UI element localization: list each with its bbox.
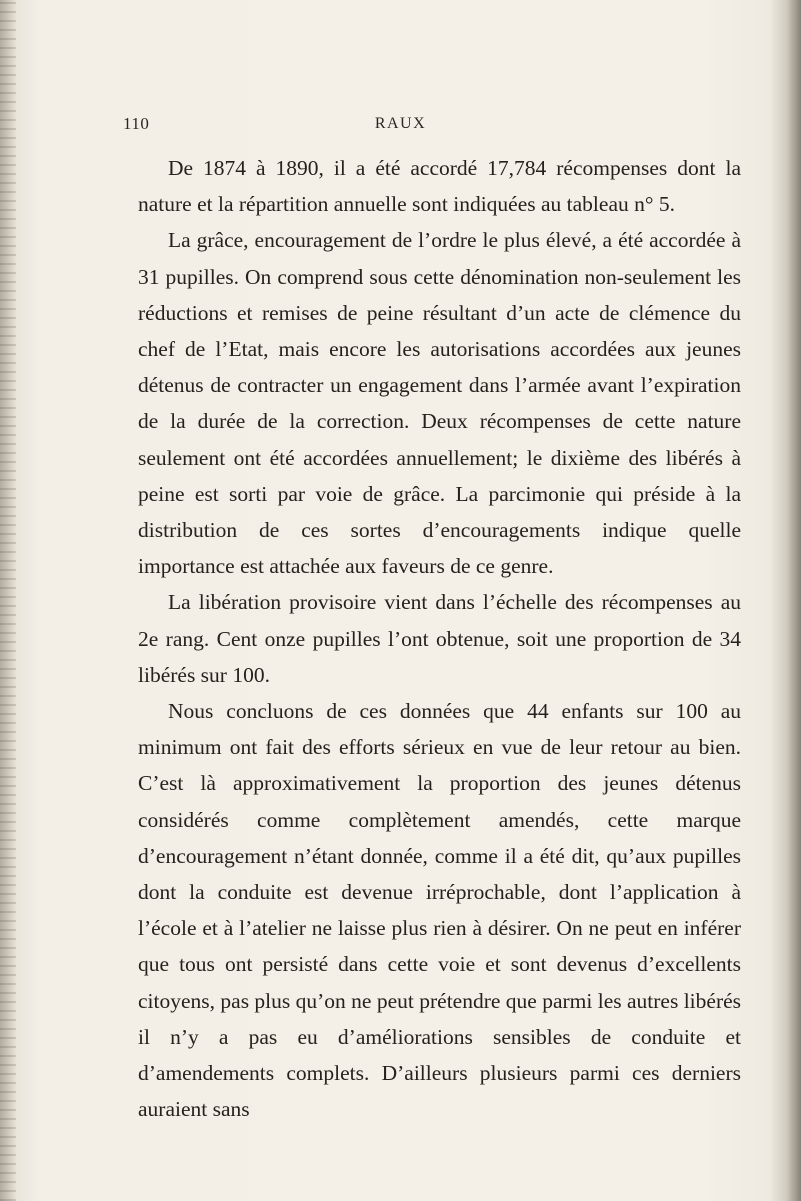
paragraph-rewards-total: De 1874 à 1890, il a été accordé 17,784 récompenses dont la nature et la répartition annuelle sont indiquées au tableau n° 5. bbox=[138, 156, 741, 217]
page-left-edge-shadow bbox=[0, 0, 16, 1201]
page-body-text bbox=[138, 150, 741, 1127]
paragraph-provisional-release: La libération provisoire vient dans l’échelle des récompenses au 2e rang. Cent onze pupilles l’ont obtenue, soit une proportion de 34 libérés sur 100. bbox=[138, 590, 741, 687]
page-right-edge-shadow bbox=[787, 0, 801, 1201]
running-head: RAUX bbox=[374, 115, 427, 132]
page-header bbox=[0, 114, 801, 138]
page-number: 110 bbox=[123, 114, 150, 133]
paragraph-conclusions: Nous concluons de ces données que 44 enfants sur 100 au minimum ont fait des efforts sérieux en vue de leur retour au bien. C’est là approximativement la proportion des jeunes détenus considérés comme complètement amendés, cette marque d’encouragement n’étant donnée, comme il a été dit, qu’aux pupilles dont la conduite est devenue irréprochable, dont l’application à l’école et à l’atelier ne laisse plus rien à désirer. On ne peut en inférer que tous ont persisté dans cette voie et sont devenus d’excellents citoyens, pas plus qu’on ne peut prétendre que parmi les autres libérés il n’y a pas eu d’améliorations sensibles de conduite et d’amendements complets. D’ailleurs plusieurs parmi ces derniers auraient sans bbox=[138, 699, 742, 1122]
paragraph-pardon: La grâce, encouragement de l’ordre le plus élevé, a été accordée à 31 pupilles. On comprend sous cette dénomination non-seulement les réductions et remises de peine résultant d’un acte de clémence du chef de l’Etat, mais encore les autorisations accordées aux jeunes détenus de contracter un engagement dans l’armée avant l’expiration de la durée de la correction. Deux récompenses de cette nature seulement ont été accordées annuellement; le dixième des libérés à peine est sorti par voie de grâce. La parcimonie qui préside à la distribution de ces sortes d’encouragements indique quelle importance est attachée aux faveurs de ce genre. bbox=[138, 228, 741, 579]
